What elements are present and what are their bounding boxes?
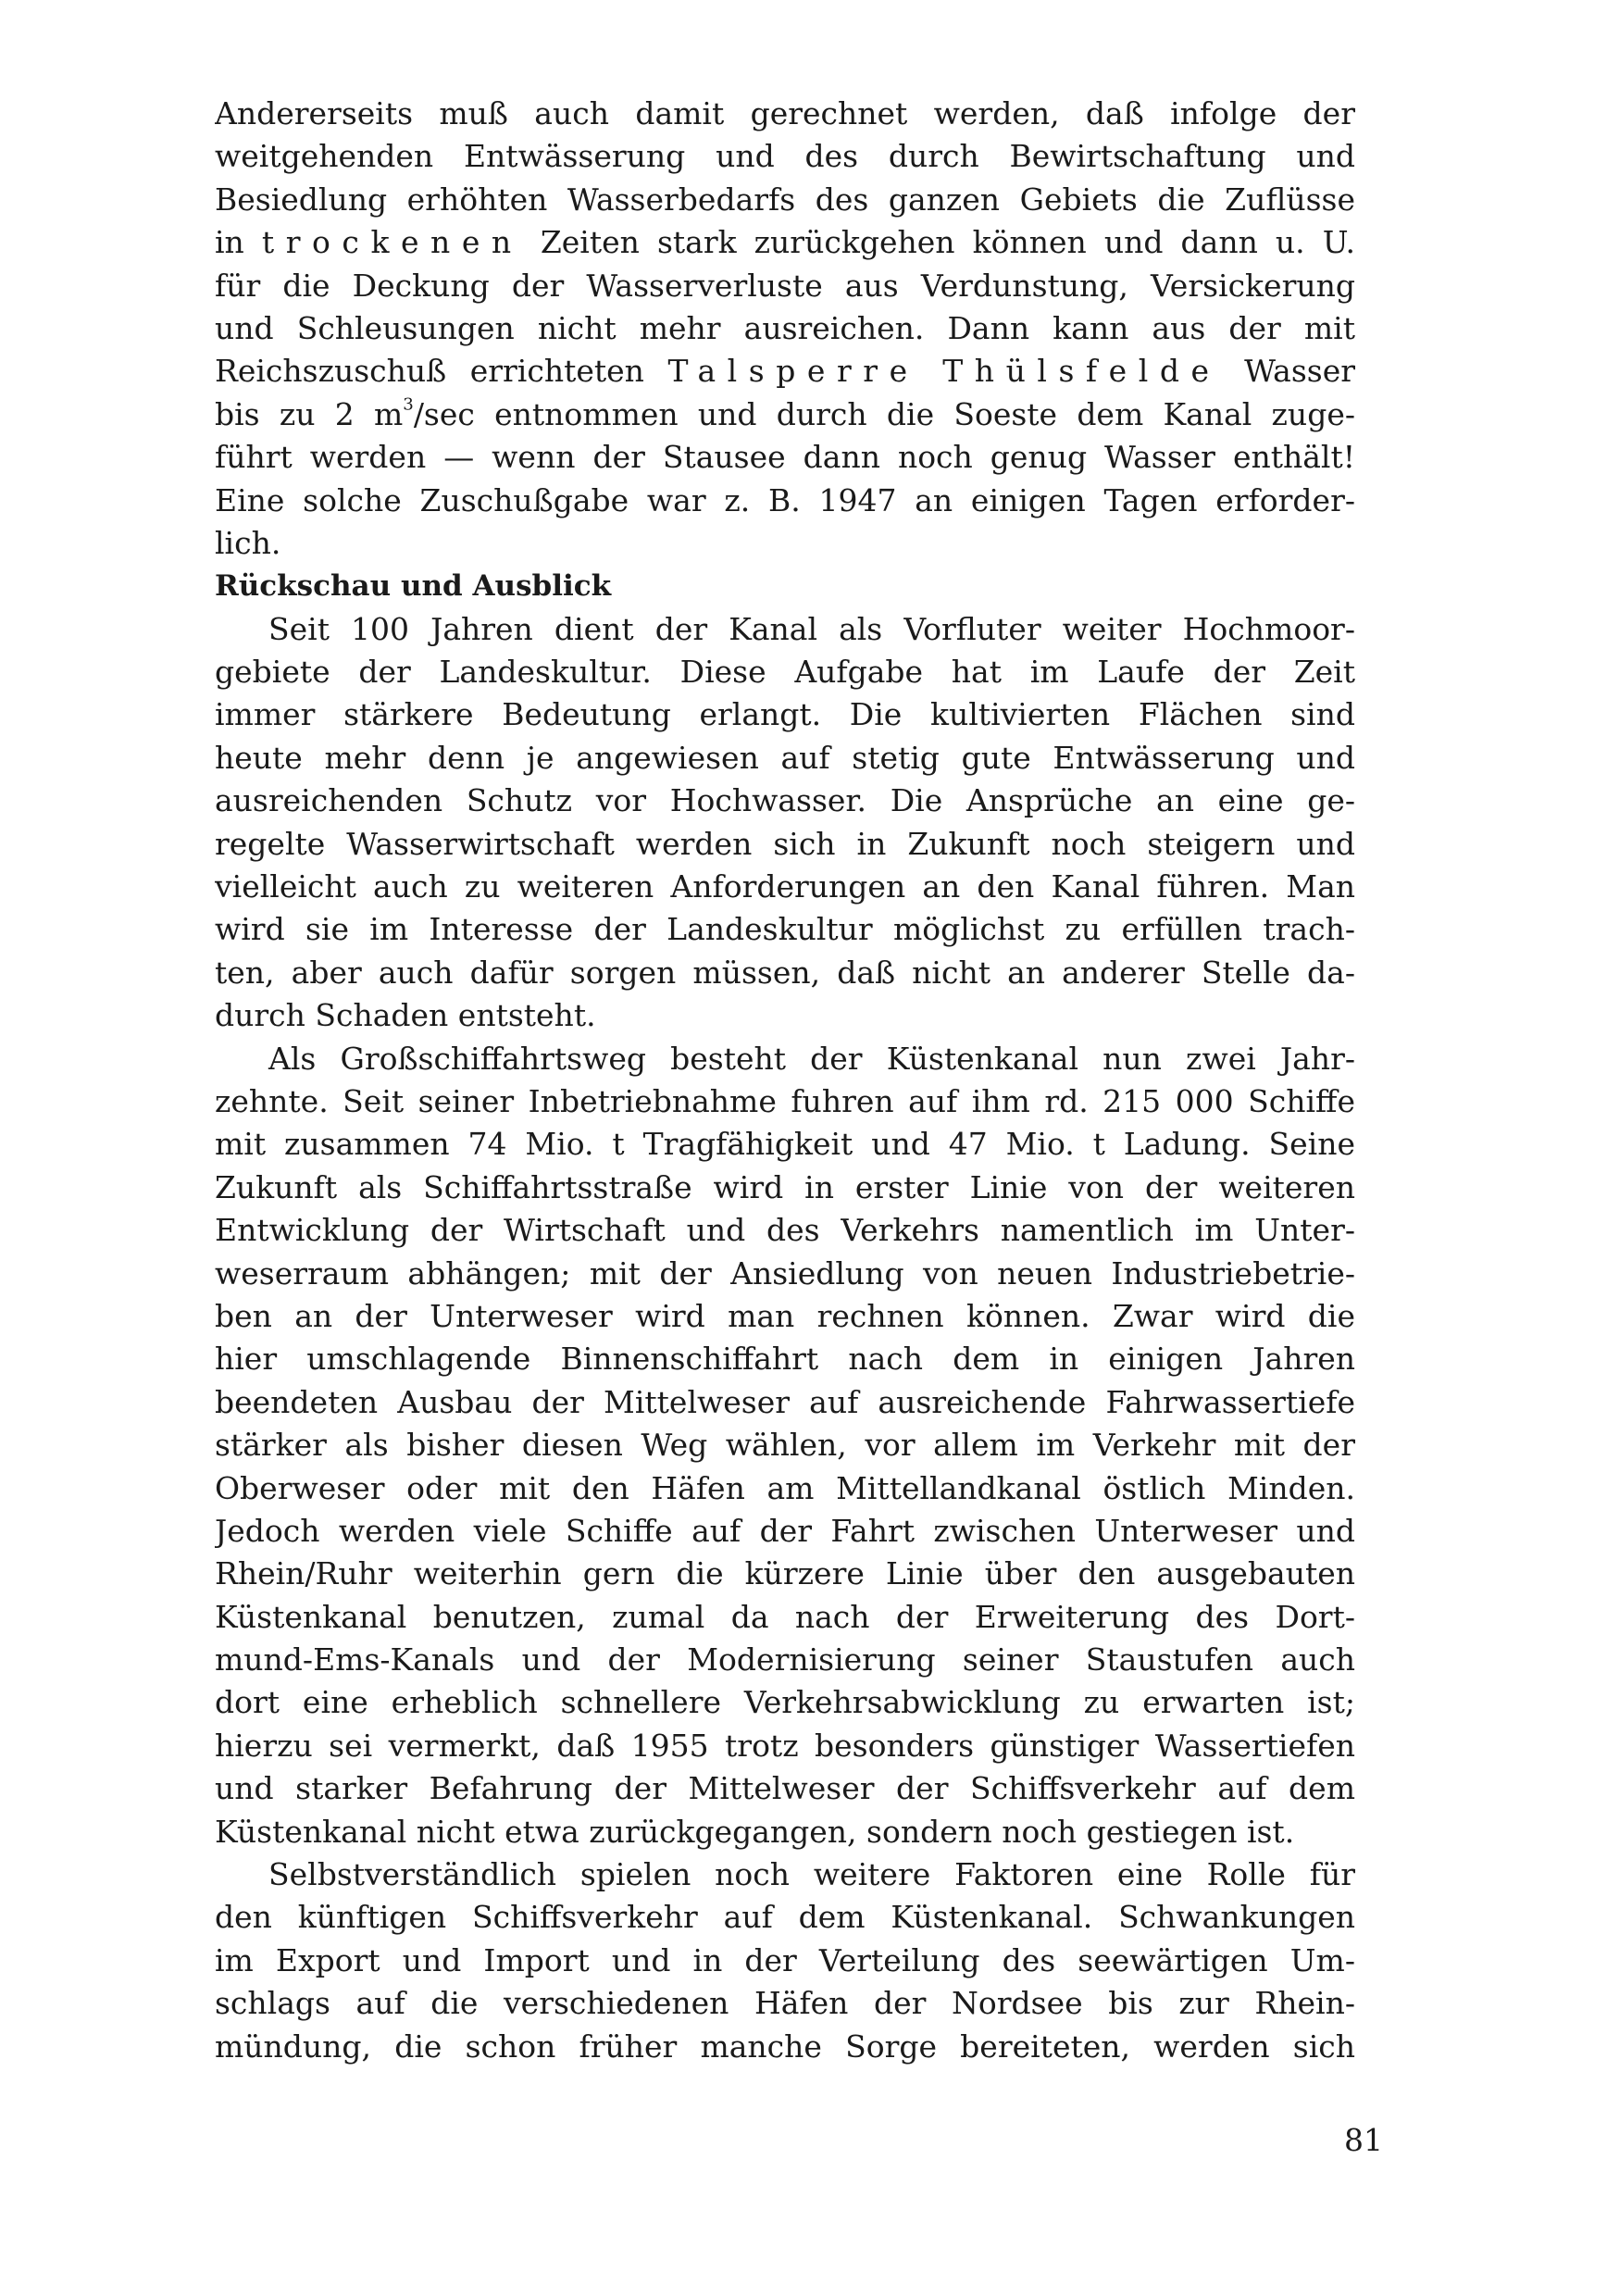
text-line: mit zusammen 74 Mio. t Tragfähigkeit und 47 Mio. t Ladung. Seine <box>215 1126 1355 1163</box>
text-line: weitgehenden Entwässerung und des durch Bewirtschaftung und <box>215 138 1355 175</box>
text-line <box>215 350 1355 393</box>
text-line: ausreichenden Schutz vor Hochwasser. Die Ansprüche an eine ge- <box>215 782 1355 819</box>
spaced-emphasis: trockenen <box>261 224 523 261</box>
text-line: hierzu sei vermerkt, daß 1955 trotz besonders günstiger Wassertiefen <box>215 1727 1355 1764</box>
superscript: 3 <box>403 394 414 415</box>
text-line: zehnte. Seit seiner Inbetriebnahme fuhren auf ihm rd. 215 000 Schiffe <box>215 1082 1355 1119</box>
text-line: immer stärkere Bedeutung erlangt. Die kultivierten Flächen sind <box>215 696 1355 733</box>
text-fragment: bis zu 2 m <box>215 395 404 432</box>
text-line: Küstenkanal benutzen, zumal da nach der Erweiterung des Dort- <box>215 1598 1355 1635</box>
text-fragment: in <box>215 224 244 261</box>
text-line: schlags auf die verschiedenen Häfen der Nordsee bis zur Rhein- <box>215 1985 1355 2022</box>
text-line: Zukunft als Schiffahrtsstraße wird in erster Linie von der weiteren <box>215 1168 1355 1205</box>
text-line: im Export und Import und in der Verteilung des seewärtigen Um- <box>215 1941 1355 1978</box>
text-line: hier umschlagende Binnenschiffahrt nach dem in einigen Jahren <box>215 1341 1355 1378</box>
text-fragment: Reichszuschuß errichteten <box>215 353 644 390</box>
spaced-emphasis: Talsperre <box>667 353 919 390</box>
spaced-emphasis: Thülsfelde <box>942 353 1221 390</box>
text-line: Selbstverständlich spielen noch weitere Faktoren eine Rolle für <box>268 1856 1355 1893</box>
text-line: Jedoch werden viele Schiffe auf der Fahrt zwischen Unterweser und <box>215 1512 1355 1549</box>
text-line: Rhein/Ruhr weiterhin gern die kürzere Linie über den ausgebauten <box>215 1555 1355 1592</box>
text-line: ben an der Unterweser wird man rechnen können. Zwar wird die <box>215 1297 1355 1334</box>
text-line: führt werden — wenn der Stausee dann noch genug Wasser enthält! <box>215 439 1355 476</box>
text-line <box>215 221 1355 264</box>
text-line: Besiedlung erhöhten Wasserbedarfs des ganzen Gebiets die Zuflüsse <box>215 181 1355 218</box>
text-line: Als Großschiffahrtsweg besteht der Küstenkanal nun zwei Jahr- <box>268 1040 1355 1077</box>
text-line: ten, aber auch dafür sorgen müssen, daß nicht an anderer Stelle da- <box>215 954 1355 991</box>
text-line: Entwicklung der Wirtschaft und des Verkehrs namentlich im Unter- <box>215 1212 1355 1249</box>
section-heading: Rückschau und Ausblick <box>215 569 612 604</box>
text-fragment: Wasser <box>1244 353 1355 390</box>
text-line: vielleicht auch zu weiteren Anforderungen an den Kanal führen. Man <box>215 868 1355 905</box>
text-line: stärker als bisher diesen Weg wählen, vor allem im Verkehr mit der <box>215 1427 1355 1464</box>
text-fragment: Zeiten stark zurückgehen können und dann u. U. <box>540 224 1355 261</box>
page-text <box>215 93 1355 2068</box>
text-line: Andererseits muß auch damit gerechnet werden, daß infolge der <box>215 95 1355 131</box>
text-line: Oberweser oder mit den Häfen am Mittellandkanal östlich Minden. <box>215 1469 1355 1506</box>
text-line: Seit 100 Jahren dient der Kanal als Vorfluter weiter Hochmoor- <box>268 610 1355 647</box>
text-line: Küstenkanal nicht etwa zurückgegangen, sondern noch gestiegen ist. <box>215 1813 1295 1850</box>
text-line: gebiete der Landeskultur. Diese Aufgabe hat im Laufe der Zeit <box>215 654 1355 691</box>
page-number: 81 <box>1344 2122 1383 2158</box>
text-line: für die Deckung der Wasserverluste aus Verdunstung, Versickerung <box>215 267 1355 304</box>
text-line: weserraum abhängen; mit der Ansiedlung von neuen Industriebetrie- <box>215 1254 1355 1292</box>
text-line: mund-Ems-Kanals und der Modernisierung seiner Staustufen auch <box>215 1641 1355 1678</box>
text-line <box>215 393 1355 436</box>
text-line: und Schleusungen nicht mehr ausreichen. Dann kann aus der mit <box>215 309 1355 346</box>
text-line: durch Schaden entsteht. <box>215 997 596 1034</box>
text-line: mündung, die schon früher manche Sorge bereiteten, werden sich <box>215 2028 1355 2065</box>
text-line: den künftigen Schiffsverkehr auf dem Küstenkanal. Schwankungen <box>215 1899 1355 1936</box>
text-line: regelte Wasserwirtschaft werden sich in Zukunft noch steigern und <box>215 825 1355 862</box>
text-line: und starker Befahrung der Mittelweser der Schiffsverkehr auf dem <box>215 1770 1355 1807</box>
text-line: lich. <box>215 524 281 561</box>
text-fragment: /sec entnommen und durch die Soeste dem Kanal zuge- <box>413 395 1355 432</box>
text-line: heute mehr denn je angewiesen auf stetig gute Entwässerung und <box>215 739 1355 776</box>
text-line: beendeten Ausbau der Mittelweser auf ausreichende Fahrwassertiefe <box>215 1383 1355 1420</box>
text-line: Eine solche Zuschußgabe war z. B. 1947 an einigen Tagen erforder- <box>215 481 1355 518</box>
text-line: dort eine erheblich schnellere Verkehrsabwicklung zu erwarten ist; <box>215 1684 1355 1721</box>
text-line: wird sie im Interesse der Landeskultur möglichst zu erfüllen trach- <box>215 911 1355 948</box>
